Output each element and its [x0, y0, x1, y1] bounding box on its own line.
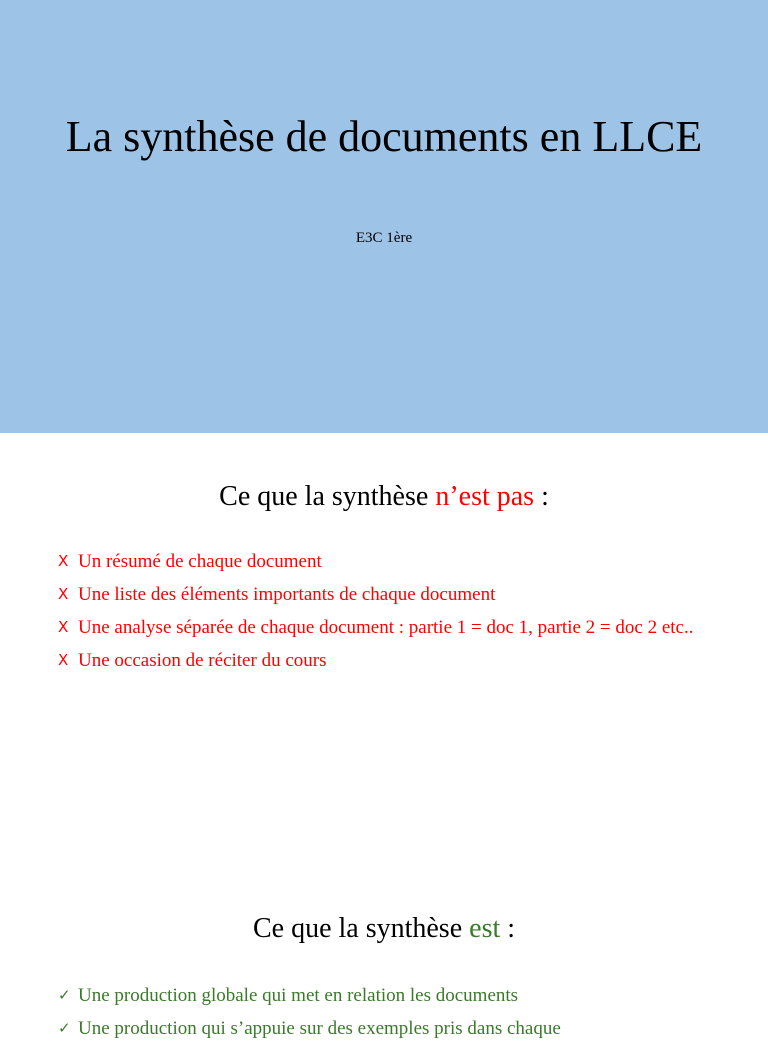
- list-item: [58, 616, 718, 639]
- list-item: [58, 984, 718, 1007]
- list-item: [58, 583, 718, 606]
- list-item: [58, 550, 718, 573]
- checkmark-icon: ✓: [58, 986, 71, 1004]
- list-item-text: Une analyse séparée de chaque document : partie 1 = doc 1, partie 2 = doc 2 etc..: [78, 617, 694, 638]
- heading-prefix: Ce que la synthèse: [219, 481, 436, 512]
- not-synthesis-heading: [0, 481, 768, 513]
- heading-accent: n’est pas: [435, 481, 535, 512]
- title-slide: [0, 0, 768, 433]
- title-slide-heading: La synthèse de documents en LLCE: [65, 112, 703, 161]
- list-item-text: Un résumé de chaque document: [78, 551, 322, 572]
- list-item-text: Une occasion de réciter du cours: [78, 650, 327, 671]
- cross-icon: X: [58, 618, 69, 636]
- not-synthesis-slide: [0, 433, 768, 863]
- checkmark-icon: ✓: [58, 1019, 71, 1037]
- not-synthesis-list: [58, 550, 718, 682]
- heading-accent: est: [469, 913, 501, 944]
- list-item-text: Une production globale qui met en relation les documents: [78, 985, 519, 1006]
- title-slide-subtitle: E3C 1ère: [355, 230, 413, 246]
- cross-icon: X: [58, 651, 69, 669]
- list-item: [58, 1017, 718, 1040]
- is-synthesis-slide: [0, 863, 768, 1039]
- list-item-text: Une production qui s’appuie sur des exemples pris dans chaque: [78, 1018, 561, 1039]
- cross-icon: X: [58, 585, 69, 603]
- cross-icon: X: [58, 552, 69, 570]
- is-synthesis-list: [58, 984, 718, 1050]
- heading-prefix: Ce que la synthèse: [252, 913, 470, 944]
- is-synthesis-heading: [0, 913, 768, 945]
- list-item: [58, 649, 718, 672]
- heading-suffix: :: [534, 481, 549, 512]
- heading-suffix: :: [500, 913, 516, 944]
- list-item-text: Une liste des éléments importants de chaque document: [78, 584, 496, 605]
